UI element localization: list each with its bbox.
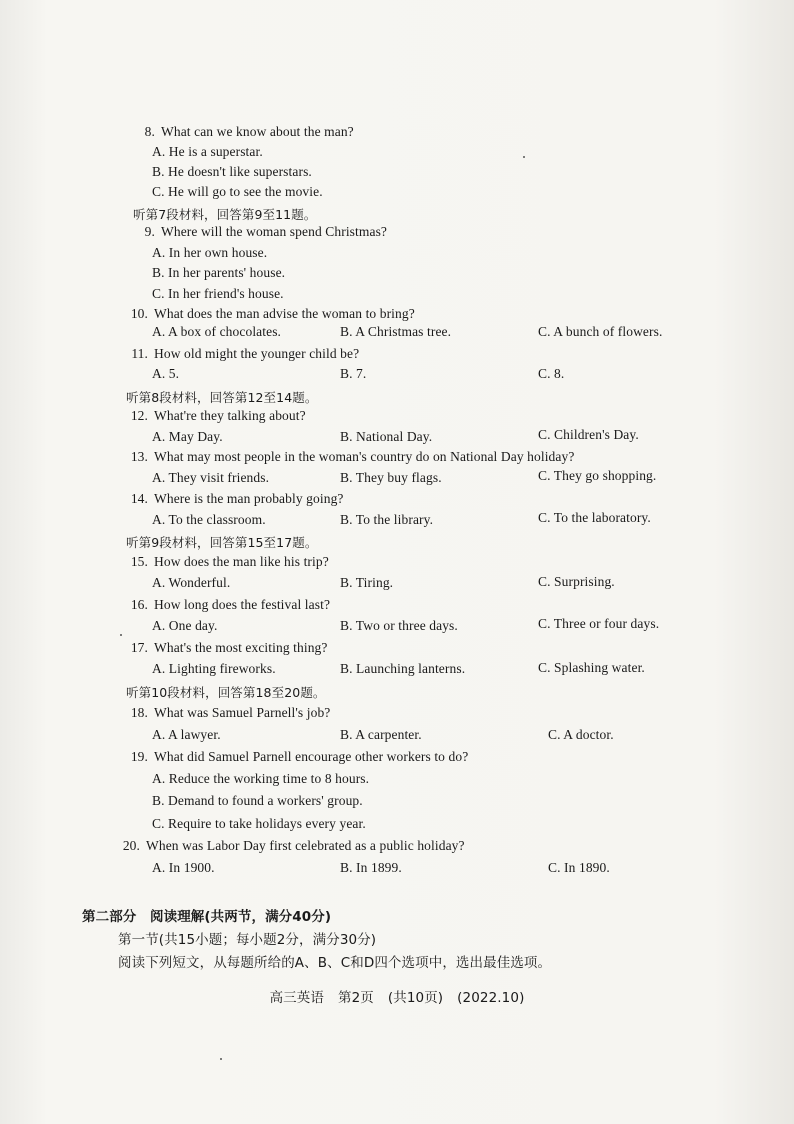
option: B. Tiring. bbox=[340, 575, 394, 590]
option: A. They visit friends. bbox=[152, 470, 270, 485]
option: A. Wonderful. bbox=[152, 575, 231, 590]
reading-instruction: 阅读下列短文，从每题所给的A、B、C和D四个选项中，选出最佳选项。 bbox=[118, 955, 552, 971]
option: B. A Christmas tree. bbox=[340, 324, 452, 339]
question-11: 11. How old might the younger child be? bbox=[131, 346, 360, 361]
option: B. In her parents' house. bbox=[152, 265, 286, 280]
question-12: 12. What're they talking about? bbox=[130, 408, 306, 423]
option: A. Reduce the working time to 8 hours. bbox=[152, 771, 370, 786]
section-instruction: 听第10段材料，回答第18至20题。 bbox=[126, 685, 326, 700]
section-instruction: 听第8段材料，回答第12至14题。 bbox=[126, 390, 318, 405]
footer-page: 第2页 bbox=[337, 990, 374, 1006]
page-footer bbox=[0, 986, 794, 1006]
option: A. One day. bbox=[152, 618, 218, 633]
option: C. 8. bbox=[538, 366, 565, 381]
footer-date: (2022.10) bbox=[457, 990, 525, 1006]
question-16: 16. How long does the festival last? bbox=[130, 597, 331, 612]
option: C. Surprising. bbox=[538, 574, 615, 589]
question-19: 19. What did Samuel Parnell encourage other workers to do? bbox=[130, 749, 469, 764]
option: A. May Day. bbox=[152, 429, 223, 444]
option: B. Launching lanterns. bbox=[340, 661, 466, 676]
section-instruction: 听第9段材料，回答第15至17题。 bbox=[126, 535, 318, 550]
option: C. They go shopping. bbox=[538, 468, 657, 483]
option: C. A bunch of flowers. bbox=[538, 324, 663, 339]
part-heading: 第二部分 阅读理解(共两节，满分40分) bbox=[82, 909, 332, 925]
footer-total: (共10页) bbox=[387, 990, 444, 1006]
option: A. In her own house. bbox=[152, 245, 268, 260]
section-instruction: 听第7段材料，回答第9至11题。 bbox=[133, 207, 317, 222]
question-17: 17. What's the most exciting thing? bbox=[130, 640, 328, 655]
option: B. In 1899. bbox=[340, 860, 402, 875]
option: B. He doesn't like superstars. bbox=[152, 164, 312, 179]
section-heading: 第一节(共15小题；每小题2分，满分30分) bbox=[118, 932, 377, 948]
option: B. Two or three days. bbox=[340, 618, 458, 633]
option: C. Splashing water. bbox=[538, 660, 645, 675]
question-9: 9. Where will the woman spend Christmas? bbox=[144, 224, 388, 239]
question-13: 13. What may most people in the woman's country do on National Day holiday? bbox=[130, 449, 575, 464]
option: B. 7. bbox=[340, 366, 367, 381]
option: B. To the library. bbox=[340, 512, 434, 527]
question-20: 20. When was Labor Day first celebrated as a public holiday? bbox=[122, 838, 465, 853]
scan-speck bbox=[120, 634, 122, 636]
option: C. A doctor. bbox=[548, 727, 614, 742]
question-8: 8. What can we know about the man? bbox=[144, 124, 354, 139]
option: A. Lighting fireworks. bbox=[152, 661, 276, 676]
option: C. Children's Day. bbox=[538, 427, 639, 442]
option: C. To the laboratory. bbox=[538, 510, 651, 525]
option: B. National Day. bbox=[340, 429, 433, 444]
footer-subject: 高三英语 bbox=[269, 990, 324, 1006]
option: A. A box of chocolates. bbox=[152, 324, 282, 339]
option: C. He will go to see the movie. bbox=[152, 184, 323, 199]
option: C. In 1890. bbox=[548, 860, 610, 875]
option: C. Require to take holidays every year. bbox=[152, 816, 366, 831]
option: B. A carpenter. bbox=[340, 727, 422, 742]
option: A. 5. bbox=[152, 366, 180, 381]
question-14: 14. Where is the man probably going? bbox=[130, 491, 344, 506]
scan-speck bbox=[220, 1058, 222, 1060]
option: A. To the classroom. bbox=[152, 512, 266, 527]
option: A. In 1900. bbox=[152, 860, 215, 875]
question-10: 10. What does the man advise the woman to bring? bbox=[130, 306, 415, 321]
option: B. Demand to found a workers' group. bbox=[152, 793, 363, 808]
option: A. He is a superstar. bbox=[152, 144, 263, 159]
scan-speck bbox=[523, 156, 525, 158]
option: B. They buy flags. bbox=[340, 470, 442, 485]
option: C. In her friend's house. bbox=[152, 286, 284, 301]
question-18: 18. What was Samuel Parnell's job? bbox=[130, 705, 331, 720]
question-15: 15. How does the man like his trip? bbox=[130, 554, 329, 569]
option: A. A lawyer. bbox=[152, 727, 221, 742]
option: C. Three or four days. bbox=[538, 616, 660, 631]
